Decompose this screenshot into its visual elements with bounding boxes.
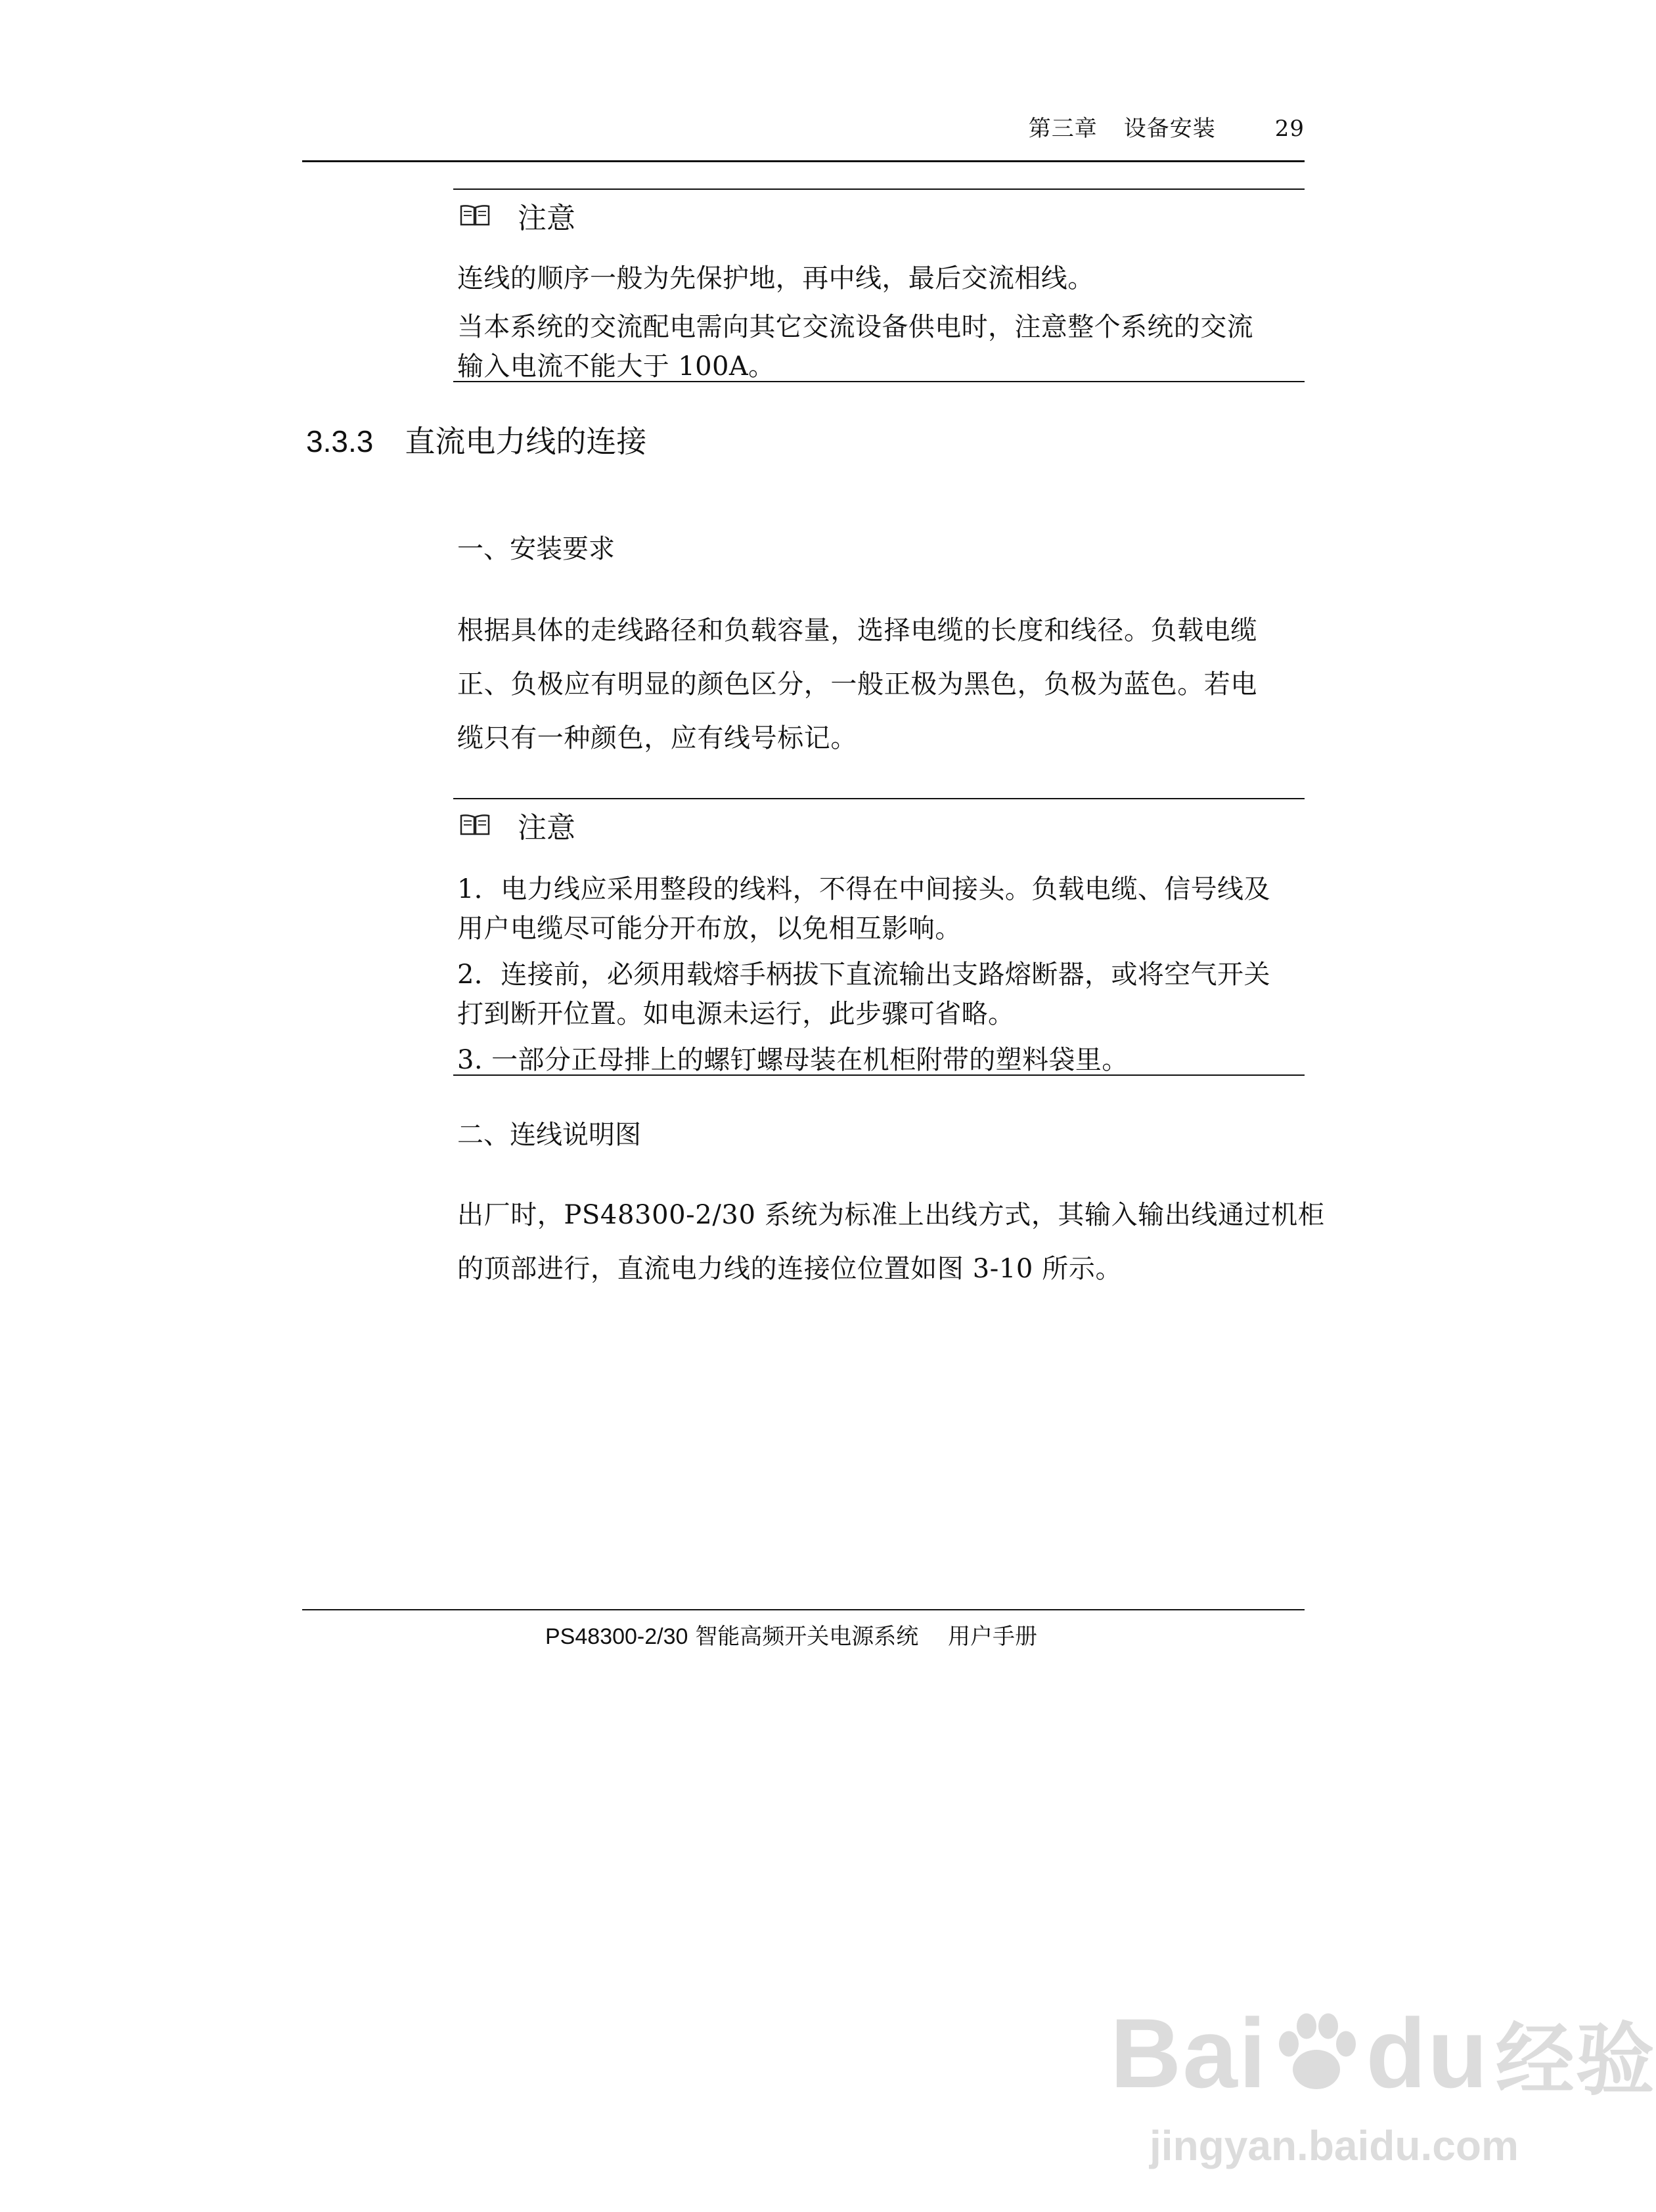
body-line: 出厂时，PS48300-2/30 系统为标准上出线方式，其输入输出线通过机柜 [457, 1200, 1325, 1230]
watermark-brand-cn: 经验 [1495, 2014, 1656, 2106]
section-heading: 直流电力线的连接 [405, 424, 647, 459]
header-divider [302, 160, 1305, 162]
book-icon [460, 204, 490, 227]
body-line: 根据具体的走线路径和负载容量，选择电缆的长度和线径。负载电缆 [457, 615, 1257, 646]
baidu-watermark [1110, 1997, 1656, 2110]
chapter-number: 第三章 [1028, 116, 1098, 142]
footer-manual: 用户手册 [948, 1624, 1038, 1650]
page-header [1029, 110, 1305, 143]
note-line: 连线的顺序一般为先保护地，再中线，最后交流相线。 [457, 263, 1094, 294]
requirements-heading: 一、安装要求 [457, 534, 615, 564]
body-line: 缆只有一种颜色，应有线号标记。 [457, 723, 857, 753]
watermark-brand-part2: du [1366, 1998, 1489, 2108]
note-line: 2．连接前，必须用载熔手柄拔下直流输出支路熔断器，或将空气开关 [457, 960, 1270, 990]
note-top-rule [453, 188, 1305, 190]
note-line: 1．电力线应采用整段的线料，不得在中间接头。负载电缆、信号线及 [457, 874, 1270, 904]
note-line: 输入电流不能大于 100A。 [457, 351, 775, 382]
watermark-url: jingyan.baidu.com [1150, 2122, 1519, 2169]
book-icon [460, 813, 490, 837]
note-line: 3. 一部分正母排上的螺钉螺母装在机柜附带的塑料袋里。 [457, 1045, 1129, 1075]
chapter-title: 设备安装 [1123, 116, 1216, 142]
footer-model: PS48300-2/30 [545, 1624, 688, 1649]
footer-divider [302, 1609, 1305, 1610]
note-top-rule [453, 798, 1305, 799]
section-number: 3.3.3 [306, 424, 374, 458]
page-footer [545, 1618, 1037, 1650]
footer-title: 智能高频开关电源系统 [695, 1624, 919, 1650]
note-line: 用户电缆尽可能分开布放，以免相互影响。 [457, 914, 962, 944]
body-line: 正、负极应有明显的颜色区分，一般正极为黑色，负极为蓝色。若电 [457, 669, 1257, 699]
note-bottom-rule [453, 1074, 1305, 1076]
section-title [306, 418, 646, 461]
wiring-heading: 二、连线说明图 [457, 1120, 641, 1150]
paw-icon [1267, 2004, 1366, 2103]
note-line: 当本系统的交流配电需向其它交流设备供电时，注意整个系统的交流 [457, 312, 1253, 342]
note-title: 注意 [518, 811, 575, 845]
note-bottom-rule [453, 381, 1305, 382]
note-heading [460, 804, 575, 846]
note-title: 注意 [518, 202, 575, 235]
page-number: 29 [1274, 116, 1305, 142]
note-heading [460, 194, 575, 236]
note-line: 打到断开位置。如电源未运行，此步骤可省略。 [457, 999, 1015, 1029]
watermark-brand-part1: Bai [1110, 1998, 1268, 2108]
body-line: 的顶部进行，直流电力线的连接位位置如图 3-10 所示。 [457, 1254, 1123, 1284]
